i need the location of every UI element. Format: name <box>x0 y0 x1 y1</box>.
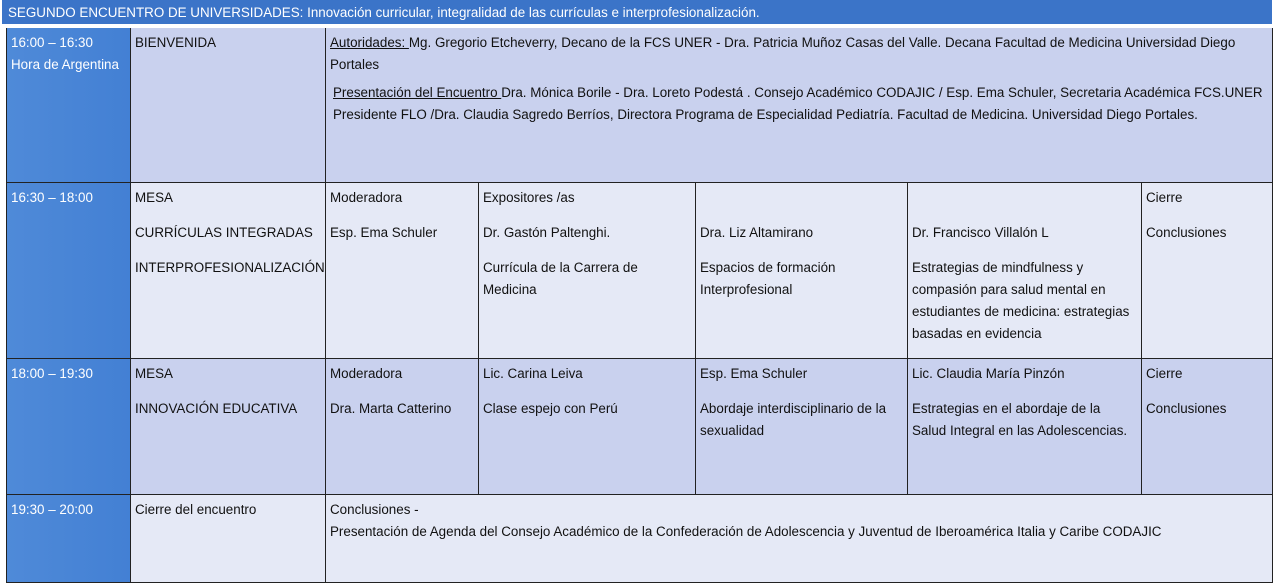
closing-label: Cierre <box>1146 190 1183 205</box>
session-title-line: CURRÍCULAS INTEGRADAS <box>135 225 313 240</box>
speaker-topic: Abordaje interdisciplinario de la sexualidad <box>700 401 887 438</box>
moderator-cell-2 <box>326 183 479 359</box>
closing-details-cell <box>326 495 1273 583</box>
authorities-text: Mg. Gregorio Etcheverry, Decano de la FCS UNER - Dra. Patricia Muñoz Casas del Valle. Decana Facultad de Medicina Universidad Diego Portales <box>330 35 1236 72</box>
session-title-line: INNOVACIÓN EDUCATIVA <box>135 401 298 416</box>
authorities-paragraph <box>330 32 1266 76</box>
moderator-name: Esp. Ema Schuler <box>330 225 438 240</box>
speaker-cell-2-2 <box>696 183 908 359</box>
session-title-cell-3 <box>131 359 326 495</box>
speaker-topic: Estrategias de mindfulness y compasión para salud mental en estudiantes de medicina: estrategias basadas en evidencia <box>912 260 1130 341</box>
closing-cell-3 <box>1142 359 1273 495</box>
page-header <box>2 0 1272 26</box>
authorities-label: Autoridades: <box>330 35 409 50</box>
closing-cell-2 <box>1142 183 1273 359</box>
closing-label: Cierre <box>1146 366 1183 381</box>
session-title: Cierre del encuentro <box>135 502 257 517</box>
speakers-label: Expositores /as <box>483 190 575 205</box>
speaker-name: Dr. Francisco Villalón L <box>912 225 1049 240</box>
speaker-name: Lic. Carina Leiva <box>483 366 583 381</box>
session-title-cell-4 <box>131 495 326 583</box>
speaker-name: Dr. Gastón Paltenghi. <box>483 225 611 240</box>
time-range: 18:00 – 19:30 <box>11 366 93 381</box>
speaker-name: Lic. Claudia María Pinzón <box>912 366 1065 381</box>
speaker-name: Esp. Ema Schuler <box>700 366 808 381</box>
session-title-cell-2 <box>131 183 326 359</box>
speaker-topic: Clase espejo con Perú <box>483 401 618 416</box>
conclusions-label: Conclusiones <box>1146 225 1227 240</box>
agenda-line: Presentación de Agenda del Consejo Académico de la Confederación de Adolescencia y Juventud de Iberoamérica Italia y Caribe CODAJIC <box>330 524 1162 539</box>
conclusions-label: Conclusiones <box>1146 401 1227 416</box>
presentation-text: Dra. Mónica Borile - Dra. Loreto Podestá . Consejo Académico CODAJIC / Esp. Ema Schuler, Secretaria Académica FCS.UNER Presidente FLO /Dra. Claudia Sagredo Berríos, Directora Programa de Especialidad Pediatría. Facultad de Medicina. Universidad Diego Portales. <box>333 85 1263 122</box>
speaker-name: Dra. Liz Altamirano <box>700 225 814 240</box>
time-cell-3 <box>6 359 131 495</box>
time-cell-1 <box>6 28 131 183</box>
session-title-line: MESA <box>135 366 173 381</box>
page-title: SEGUNDO ENCUENTRO DE UNIVERSIDADES: Innovación curricular, integralidad de las currículas e interprofesionalización. <box>8 5 760 20</box>
time-range: 16:30 – 18:00 <box>11 190 93 205</box>
speaker-cell-3-1 <box>479 359 696 495</box>
session-title-cell-1 <box>131 28 326 183</box>
speaker-cell-3-3 <box>908 359 1142 495</box>
speaker-topic: Espacios de formación Interprofesional <box>700 260 836 297</box>
moderator-role: Moderadora <box>330 366 403 381</box>
time-cell-4 <box>6 495 131 583</box>
moderator-cell-3 <box>326 359 479 495</box>
session-title-line: INTERPROFESIONALIZACIÓN <box>135 260 325 275</box>
speaker-cell-2-3 <box>908 183 1142 359</box>
welcome-details-cell <box>326 28 1273 183</box>
time-range: 16:00 – 16:30 <box>11 35 93 50</box>
time-zone-note: Hora de Argentina <box>11 57 119 72</box>
moderator-role: Moderadora <box>330 190 403 205</box>
presentation-label: Presentación del Encuentro <box>333 85 502 100</box>
speaker-cell-2-1 <box>479 183 696 359</box>
speaker-cell-3-2 <box>696 359 908 495</box>
session-title: BIENVENIDA <box>135 35 217 50</box>
session-title-line: MESA <box>135 190 173 205</box>
speaker-topic: Currícula de la Carrera de Medicina <box>483 260 638 297</box>
conclusions-line: Conclusiones - <box>330 502 419 517</box>
speaker-topic: Estrategias en el abordaje de la Salud Integral en las Adolescencias. <box>912 401 1128 438</box>
time-range: 19:30 – 20:00 <box>11 502 93 517</box>
time-cell-2 <box>6 183 131 359</box>
moderator-name: Dra. Marta Catterino <box>330 401 452 416</box>
presentation-paragraph <box>330 82 1266 126</box>
